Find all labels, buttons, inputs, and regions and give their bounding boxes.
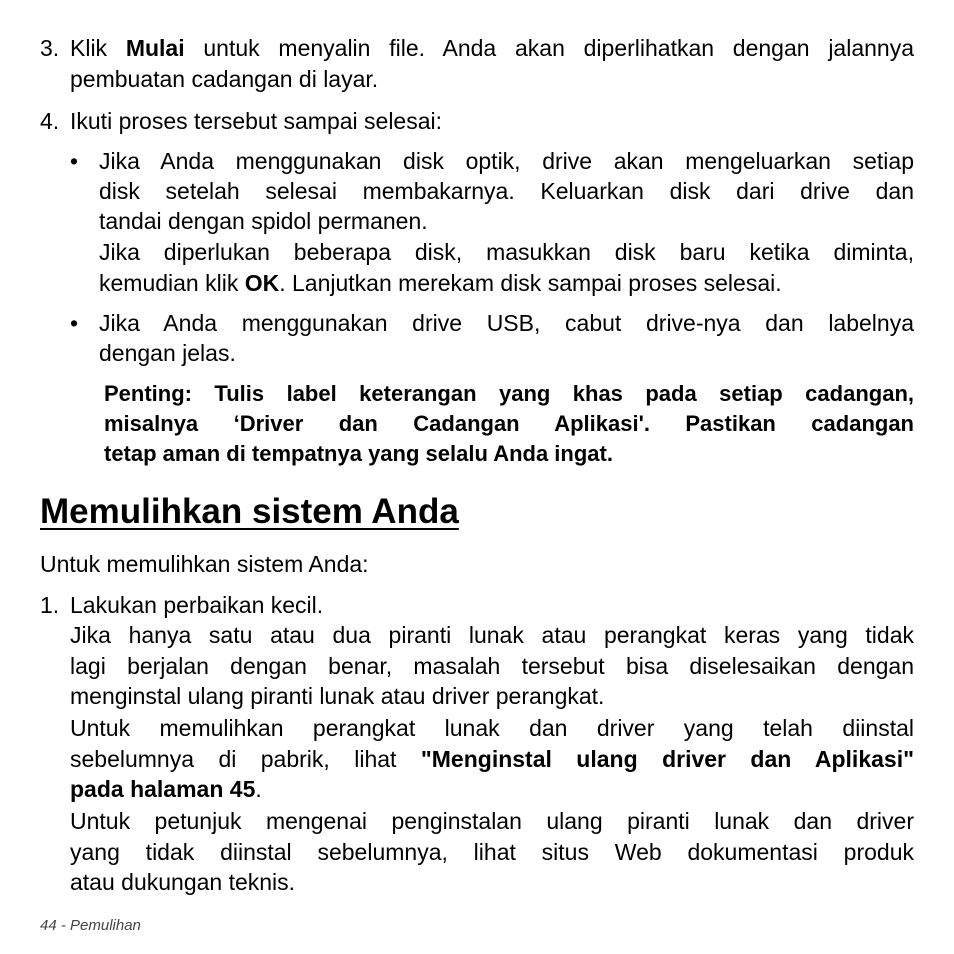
note-line-2: misalnya ‘Driver dan Cadangan Aplikasi'. Pastikan cadangan — [104, 411, 914, 436]
section-heading: Memulihkan sistem Anda — [40, 492, 459, 531]
bullet-1-line-1: Jika Anda menggunakan disk optik, drive akan mengeluarkan setiap — [99, 148, 914, 174]
bullet-1-symbol: • — [70, 148, 79, 174]
step-4-number: 4. — [40, 108, 60, 134]
bullet-1-line-4: Jika diperlukan beberapa disk, masukkan disk baru ketika diminta, — [99, 239, 914, 265]
bullet-1-line-5: kemudian klik OK. Lanjutkan merekam disk sampai proses selesai. — [99, 270, 782, 296]
step-1-p2-line-2: sebelumnya di pabrik, lihat "Menginstal ulang driver dan Aplikasi" — [70, 746, 914, 772]
step-3-line-1: Klik Mulai untuk menyalin file. Anda akan diperlihatkan dengan jalannya — [70, 35, 914, 61]
mulai-keyword: Mulai — [125, 35, 185, 61]
step-4-text: Ikuti proses tersebut sampai selesai: — [70, 108, 443, 134]
step-1-p3-line-2: yang tidak diinstal sebelumnya, lihat situs Web dokumentasi produk — [70, 839, 914, 865]
bullet-2-line-2: dengan jelas. — [99, 340, 236, 366]
step-1-p2-line-3: pada halaman 45. — [70, 776, 262, 802]
important-note — [104, 379, 914, 469]
step-1-title: Lakukan perbaikan kecil. — [70, 592, 324, 618]
step-1-number: 1. — [40, 592, 60, 618]
bullet-1-line-2: disk setelah selesai membakarnya. Keluarkan disk dari drive dan — [99, 178, 914, 204]
reinstall-drivers-link[interactable]: "Menginstal ulang driver dan Aplikasi" — [420, 746, 914, 772]
step-1-p1-line-3: menginstal ulang piranti lunak atau driver perangkat. — [70, 683, 605, 709]
page-reference[interactable]: pada halaman 45 — [70, 776, 256, 802]
bullet-2-symbol: • — [70, 310, 79, 336]
step-3-line-2: pembuatan cadangan di layar. — [70, 66, 379, 92]
note-line-1: Penting: Tulis label keterangan yang khas pada setiap cadangan, — [104, 381, 914, 406]
bullet-2-line-1: Jika Anda menggunakan drive USB, cabut drive-nya dan labelnya — [99, 310, 914, 336]
intro-text: Untuk memulihkan sistem Anda: — [40, 551, 369, 577]
step-1-p3-line-3: atau dukungan teknis. — [70, 869, 296, 895]
step-3-number: 3. — [40, 35, 60, 61]
bullet-1-line-3: tandai dengan spidol permanen. — [99, 208, 428, 234]
step-1-p2-line-1: Untuk memulihkan perangkat lunak dan driver yang telah diinstal — [70, 715, 914, 741]
note-line-3: tetap aman di tempatnya yang selalu Anda ingat. — [104, 441, 613, 466]
ok-keyword: OK — [244, 270, 280, 296]
page-footer: 44 - Pemulihan — [40, 917, 141, 934]
step-1-p1-line-1: Jika hanya satu atau dua piranti lunak atau perangkat keras yang tidak — [70, 622, 914, 648]
step-1-p1-line-2: lagi berjalan dengan benar, masalah tersebut bisa diselesaikan dengan — [70, 653, 914, 679]
step-1-p3-line-1: Untuk petunjuk mengenai penginstalan ulang piranti lunak dan driver — [70, 808, 914, 834]
